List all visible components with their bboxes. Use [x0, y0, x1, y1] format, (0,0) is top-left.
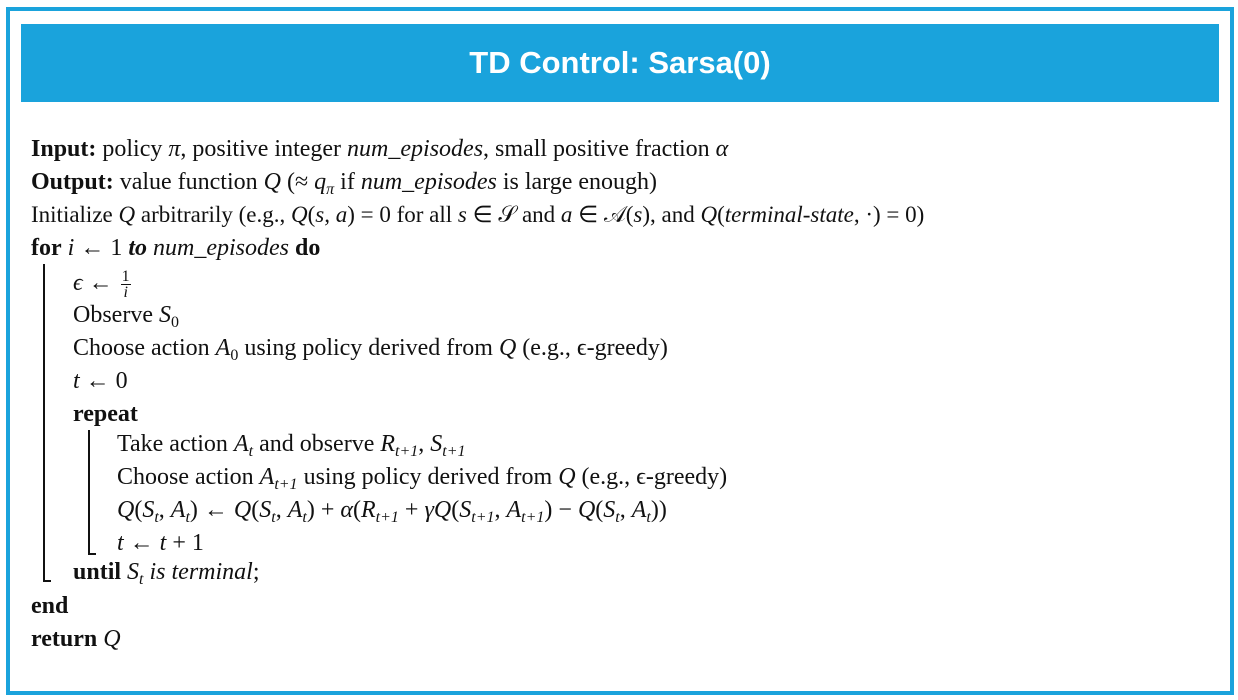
choose-initial-line: Choose action $A_0$ using policy derived from Q (e.g., ϵ-greedy)	[73, 335, 668, 364]
repeat-block-bar	[88, 430, 90, 555]
for-block-bar	[43, 264, 45, 582]
input-line: Input: policy π, positive integer num_episodes, small positive fraction α	[31, 136, 729, 162]
repeat-block-hook	[88, 553, 96, 555]
title-banner	[21, 24, 1219, 102]
observe-line: Observe $S_0$	[73, 302, 179, 331]
repeat-line: repeat	[73, 401, 138, 427]
output-line: Output: value function Q (≈ $q_\pi$ if num_episodes is large enough)	[31, 169, 658, 198]
t-init-line: t ← 0	[73, 368, 128, 394]
page-title: TD Control: Sarsa(0)	[469, 45, 771, 80]
choose-next-line: Choose action $A_{t+1}$ using policy derived from Q (e.g., ϵ-greedy)	[117, 464, 728, 493]
epsilon-line: ϵ ← $\frac{1}{i}$	[73, 267, 130, 301]
fraction: $\frac{1}{i}$	[121, 267, 130, 301]
t-increment-line: t ← t + 1	[117, 530, 204, 556]
end-line: end	[31, 593, 69, 619]
take-action-line: Take action $A_t$ and observe $R_{t+1}$, $S_{t+1}$	[117, 431, 466, 460]
initialize-line: Initialize Q arbitrarily (e.g., Q(s, a) = 0 for all s ∈ 𝒮 and a ∈ 𝒜(s), and Q(terminal-state, ·) = 0)	[31, 202, 925, 227]
for-block-hook	[43, 580, 51, 582]
update-line: $Q(S_t$, $A_t$) ← $Q(S_t$, $A_t) + \alpha(R_{t+1} + \gamma Q(S_{t+1}$, $A_{t+1}) - Q(S_t$, $A_t$))	[117, 497, 667, 526]
for-line: for i ← 1 to num_episodes do	[31, 235, 321, 261]
until-line: until $S_t$ is terminal;	[73, 559, 260, 588]
return-line: return Q	[31, 626, 121, 652]
